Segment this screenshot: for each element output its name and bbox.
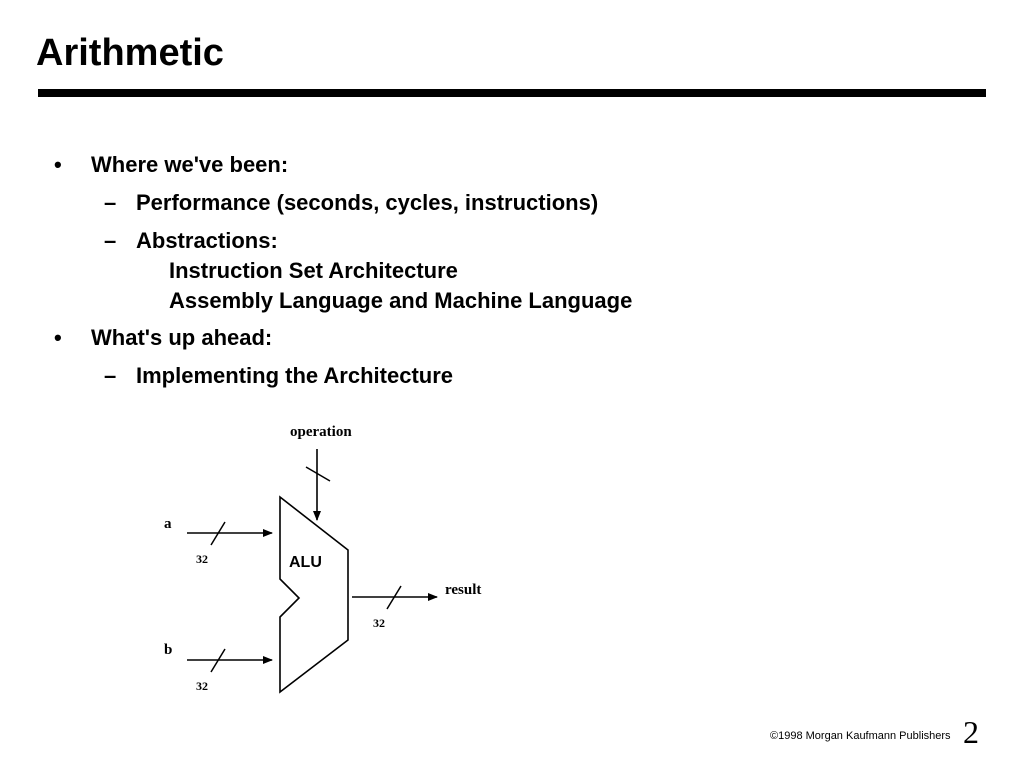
copyright-footer: ©1998 Morgan Kaufmann Publishers: [770, 730, 951, 742]
subitem-performance: Performance (seconds, cycles, instructions): [136, 190, 599, 215]
subitem-marker-2: –: [104, 228, 117, 253]
detail-instruction-set-architecture: Instruction Set Architecture: [169, 258, 458, 283]
page-number: 2: [963, 714, 979, 750]
alu-shape: [280, 497, 348, 692]
alu-label: ALU: [289, 554, 322, 571]
bullet-marker-2: •: [54, 325, 62, 350]
detail-assembly-language: Assembly Language and Machine Language: [169, 288, 633, 313]
bullet-where-weve-been: Where we've been:: [91, 152, 289, 177]
subitem-marker-3: –: [104, 363, 117, 388]
slide-title: Arithmetic: [36, 32, 224, 74]
bullet-marker-1: •: [54, 152, 62, 177]
input-b-label: b: [164, 642, 173, 658]
bullet-whats-up-ahead: What's up ahead:: [91, 325, 273, 350]
input-a-width-label: 32: [196, 552, 208, 566]
operation-label: operation: [290, 424, 352, 440]
input-a-label: a: [164, 516, 172, 532]
subitem-marker-1: –: [104, 190, 117, 215]
subitem-abstractions: Abstractions:: [136, 228, 278, 253]
result-label: result: [445, 582, 482, 598]
input-b-width-label: 32: [196, 679, 208, 693]
subitem-implementing-architecture: Implementing the Architecture: [136, 363, 454, 388]
operation-bus-slash: [306, 467, 330, 481]
result-width-label: 32: [373, 616, 385, 630]
